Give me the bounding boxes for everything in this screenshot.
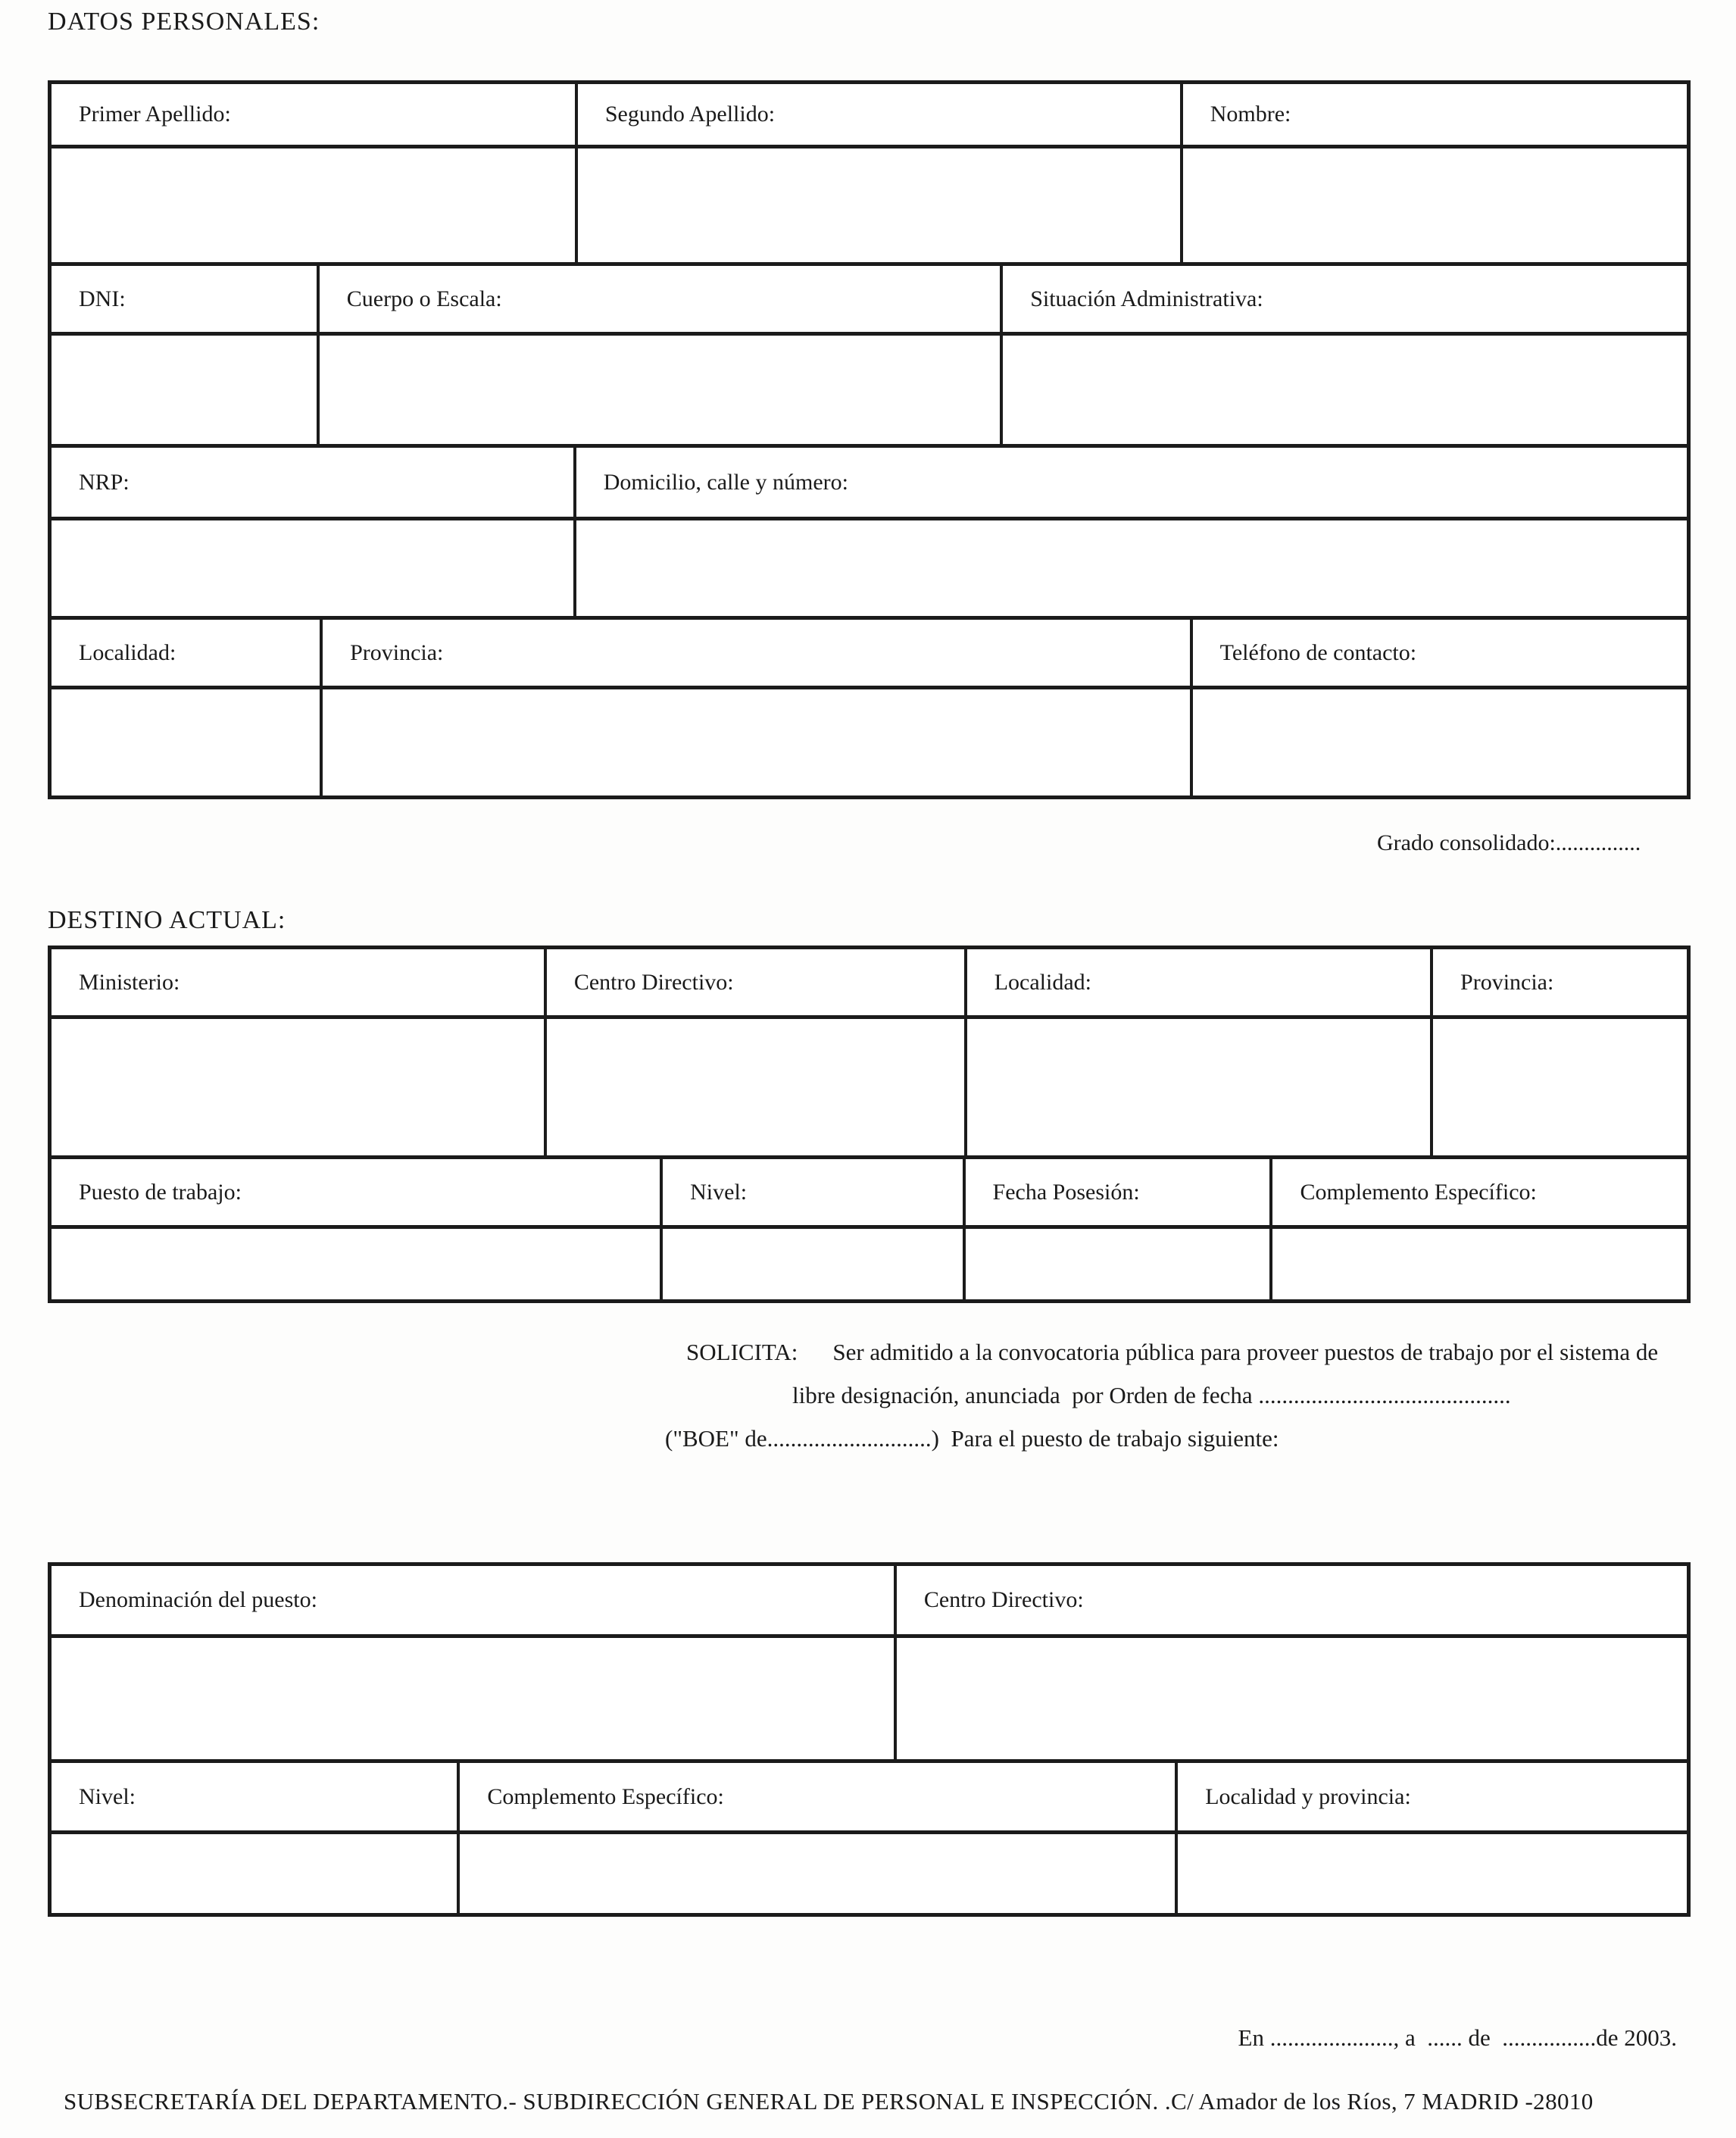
situacion-administrativa-label: Situación Administrativa: xyxy=(1003,266,1687,336)
solicita-line-1 xyxy=(686,1330,1688,1374)
situacion-administrativa-cell xyxy=(1000,266,1687,444)
fecha-posesion-cell xyxy=(963,1159,1270,1299)
ministerio-cell xyxy=(52,949,544,1155)
table-row xyxy=(52,1566,1687,1759)
complemento-especifico-puesto-field[interactable] xyxy=(460,1834,1175,1913)
provincia-destino-label: Provincia: xyxy=(1433,949,1687,1019)
puesto-trabajo-field[interactable] xyxy=(52,1229,660,1299)
telefono-contacto-field[interactable] xyxy=(1193,689,1687,795)
dni-label: DNI: xyxy=(52,266,317,336)
footer-address-line: SUBSECRETARÍA DEL DEPARTAMENTO.- SUBDIRECCIÓN GENERAL DE PERSONAL E INSPECCIÓN. .C/ Amador de los Ríos, 7 MADRID -28010 xyxy=(64,2088,1594,2115)
telefono-contacto-label: Teléfono de contacto: xyxy=(1193,620,1687,689)
nrp-field[interactable] xyxy=(52,520,573,616)
domicilio-cell xyxy=(573,448,1687,616)
ministerio-field[interactable] xyxy=(52,1019,544,1155)
complemento-especifico-label: Complemento Específico: xyxy=(1272,1159,1687,1229)
table-row xyxy=(52,1155,1687,1299)
nivel-puesto-cell xyxy=(52,1763,457,1913)
centro-directivo-cell xyxy=(544,949,964,1155)
fecha-posesion-label: Fecha Posesión: xyxy=(966,1159,1270,1229)
solicita-line-3: ("BOE" de............................) Para el puesto de trabajo siguiente: xyxy=(665,1425,1279,1452)
localidad-destino-label: Localidad: xyxy=(967,949,1430,1019)
localidad-provincia-puesto-cell xyxy=(1175,1763,1687,1913)
segundo-apellido-label: Segundo Apellido: xyxy=(578,84,1180,148)
primer-apellido-cell xyxy=(52,84,575,262)
solicita-keyword: SOLICITA: xyxy=(686,1339,798,1365)
destino-section-title: DESTINO ACTUAL: xyxy=(48,906,286,934)
localidad-destino-field[interactable] xyxy=(967,1019,1430,1155)
denominacion-puesto-label: Denominación del puesto: xyxy=(52,1566,894,1638)
table-row xyxy=(52,262,1687,444)
puesto-trabajo-cell xyxy=(52,1159,660,1299)
provincia-destino-cell xyxy=(1430,949,1687,1155)
solicita-text-1: Ser admitido a la convocatoria pública para proveer puestos de trabajo por el sistema de xyxy=(832,1339,1659,1365)
segundo-apellido-cell xyxy=(575,84,1180,262)
nivel-field[interactable] xyxy=(663,1229,962,1299)
cuerpo-escala-label: Cuerpo o Escala: xyxy=(320,266,1000,336)
primer-apellido-label: Primer Apellido: xyxy=(52,84,575,148)
localidad-cell xyxy=(52,620,320,795)
nivel-cell xyxy=(660,1159,962,1299)
localidad-label: Localidad: xyxy=(52,620,320,689)
fecha-posesion-field[interactable] xyxy=(966,1229,1270,1299)
cuerpo-escala-cell xyxy=(317,266,1000,444)
nombre-field[interactable] xyxy=(1183,148,1687,262)
table-row xyxy=(52,444,1687,616)
complemento-especifico-cell xyxy=(1269,1159,1687,1299)
localidad-field[interactable] xyxy=(52,689,320,795)
localidad-destino-cell xyxy=(964,949,1430,1155)
nrp-label: NRP: xyxy=(52,448,573,520)
personal-section-title: DATOS PERSONALES: xyxy=(48,8,320,36)
table-row xyxy=(52,1759,1687,1913)
segundo-apellido-field[interactable] xyxy=(578,148,1180,262)
nivel-puesto-label: Nivel: xyxy=(52,1763,457,1834)
domicilio-label: Domicilio, calle y número: xyxy=(576,448,1687,520)
localidad-provincia-puesto-label: Localidad y provincia: xyxy=(1178,1763,1687,1834)
dni-field[interactable] xyxy=(52,336,317,444)
table-row xyxy=(52,616,1687,795)
provincia-field[interactable] xyxy=(323,689,1190,795)
nivel-label: Nivel: xyxy=(663,1159,962,1229)
nivel-puesto-field[interactable] xyxy=(52,1834,457,1913)
destino-actual-table xyxy=(48,946,1691,1303)
solicita-paragraph xyxy=(665,1330,1688,1460)
complemento-especifico-field[interactable] xyxy=(1272,1229,1687,1299)
personal-data-table xyxy=(48,80,1691,799)
domicilio-field[interactable] xyxy=(576,520,1687,616)
solicita-line-2: libre designación, anunciada por Orden de fecha ........................................... xyxy=(792,1382,1511,1408)
primer-apellido-field[interactable] xyxy=(52,148,575,262)
situacion-administrativa-field[interactable] xyxy=(1003,336,1687,444)
localidad-provincia-puesto-field[interactable] xyxy=(1178,1834,1687,1913)
cuerpo-escala-field[interactable] xyxy=(320,336,1000,444)
denominacion-puesto-field[interactable] xyxy=(52,1638,894,1759)
centro-directivo-puesto-field[interactable] xyxy=(897,1638,1687,1759)
provincia-cell xyxy=(320,620,1190,795)
puesto-trabajo-label: Puesto de trabajo: xyxy=(52,1159,660,1229)
nombre-label: Nombre: xyxy=(1183,84,1687,148)
grado-consolidado-line: Grado consolidado:............... xyxy=(1377,830,1641,855)
centro-directivo-label: Centro Directivo: xyxy=(547,949,964,1019)
dni-cell xyxy=(52,266,317,444)
puesto-solicitado-table xyxy=(48,1562,1691,1917)
nombre-cell xyxy=(1180,84,1687,262)
provincia-label: Provincia: xyxy=(323,620,1190,689)
centro-directivo-field[interactable] xyxy=(547,1019,964,1155)
telefono-contacto-cell xyxy=(1190,620,1687,795)
table-row xyxy=(52,949,1687,1155)
date-place-line: En ....................., a ...... de ................de 2003. xyxy=(1238,2024,1677,2051)
centro-directivo-puesto-label: Centro Directivo: xyxy=(897,1566,1687,1638)
provincia-destino-field[interactable] xyxy=(1433,1019,1687,1155)
complemento-especifico-puesto-label: Complemento Específico: xyxy=(460,1763,1175,1834)
complemento-especifico-puesto-cell xyxy=(457,1763,1175,1913)
ministerio-label: Ministerio: xyxy=(52,949,544,1019)
nrp-cell xyxy=(52,448,573,616)
centro-directivo-puesto-cell xyxy=(894,1566,1687,1759)
denominacion-puesto-cell xyxy=(52,1566,894,1759)
table-row xyxy=(52,84,1687,262)
